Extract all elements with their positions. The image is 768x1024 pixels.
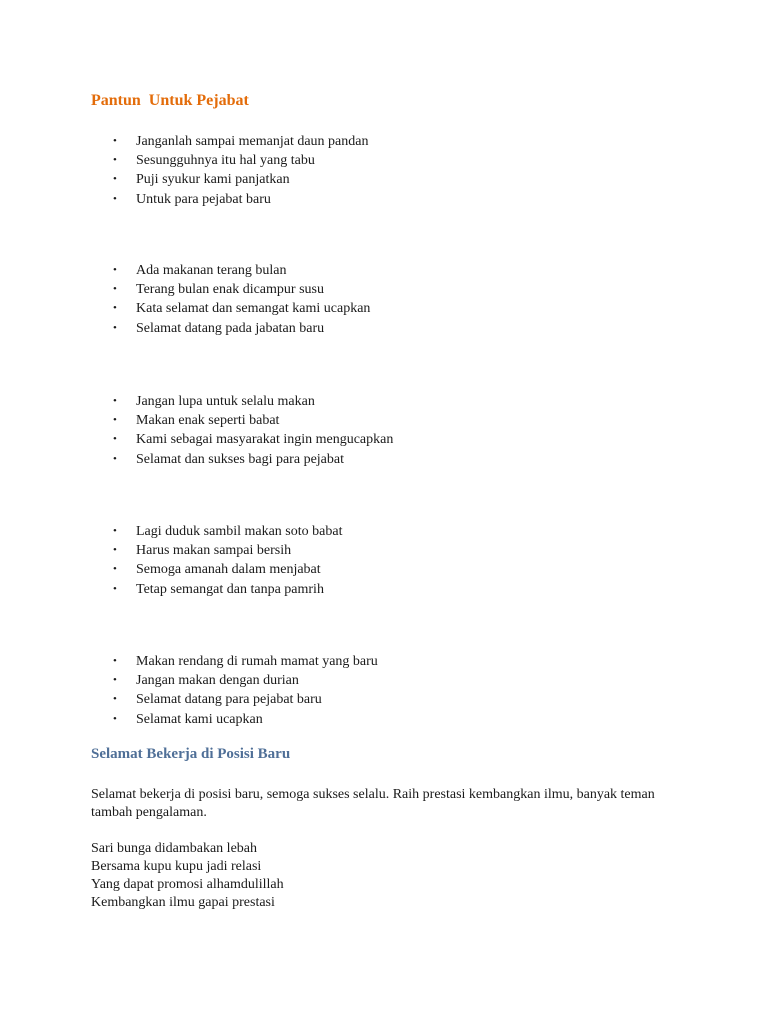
bullet-icon: • (113, 414, 117, 427)
poem-line: Kembangkan ilmu gapai prestasi (91, 895, 275, 910)
bullet-icon: • (113, 674, 117, 687)
list-item: • Untuk para pejabat baru (0, 190, 368, 209)
intro-paragraph: Selamat bekerja di posisi baru, semoga sukses selalu. Raih prestasi kembangkan ilmu, banyak teman tambah pengalaman. (91, 787, 655, 820)
list-item: • Terang bulan enak dicampur susu (0, 280, 370, 299)
bullet-icon: • (113, 582, 117, 595)
poem-line: Yang dapat promosi alhamdulillah (91, 877, 284, 892)
bullet-icon: • (113, 264, 117, 276)
bullet-icon: • (113, 433, 117, 446)
list-item: • Janganlah sampai memanjat daun pandan (0, 132, 368, 151)
bullet-icon: • (113, 173, 117, 186)
list-item: • Selamat dan sukses bagi para pejabat (0, 450, 393, 469)
list-item: • Puji syukur kami panjatkan (0, 170, 368, 189)
list-item: • Tetap semangat dan tanpa pamrih (0, 580, 342, 599)
bullet-icon: • (113, 395, 117, 407)
poem-line: Sari bunga didambakan lebah (91, 841, 258, 856)
list-item: • Sesungguhnya itu hal yang tabu (0, 151, 368, 170)
list-item: • Kami sebagai masyarakat ingin mengucapkan (0, 430, 393, 449)
bullet-icon: • (113, 655, 117, 667)
list-item: • Lagi duduk sambil makan soto babat (0, 522, 342, 541)
page-title: Pantun Untuk Pejabat (91, 92, 249, 109)
list-item: • Jangan makan dengan durian (0, 671, 378, 690)
pantun-stanza-1 (0, 132, 368, 209)
bullet-icon: • (113, 192, 117, 205)
bullet-icon: • (113, 452, 117, 465)
list-item: • Selamat kami ucapkan (0, 710, 378, 729)
poem-line: Bersama kupu kupu jadi relasi (91, 859, 262, 874)
list-item: • Kata selamat dan semangat kami ucapkan (0, 299, 370, 318)
list-item: • Harus makan sampai bersih (0, 541, 342, 560)
bullet-icon: • (113, 135, 117, 147)
bullet-icon: • (113, 154, 117, 167)
bullet-icon: • (113, 321, 117, 334)
list-item: • Jangan lupa untuk selalu makan (0, 392, 393, 411)
pantun-stanza-5 (0, 652, 378, 729)
list-item: • Makan enak seperti babat (0, 411, 393, 430)
pantun-stanza-4 (0, 522, 342, 599)
poem-lines (91, 840, 284, 912)
bullet-icon: • (113, 283, 117, 296)
list-item: • Selamat datang pada jabatan baru (0, 319, 370, 338)
bullet-icon: • (113, 302, 117, 315)
list-item: • Semoga amanah dalam menjabat (0, 560, 342, 579)
list-item: • Makan rendang di rumah mamat yang baru (0, 652, 378, 671)
bullet-icon: • (113, 563, 117, 576)
pantun-stanza-3 (0, 392, 393, 469)
list-item: • Ada makanan terang bulan (0, 261, 370, 280)
bullet-icon: • (113, 525, 117, 537)
pantun-stanza-2 (0, 261, 370, 338)
bullet-icon: • (113, 712, 117, 725)
section-title: Selamat Bekerja di Posisi Baru (91, 746, 291, 762)
bullet-icon: • (113, 544, 117, 557)
bullet-icon: • (113, 693, 117, 706)
list-item: • Selamat datang para pejabat baru (0, 690, 378, 709)
